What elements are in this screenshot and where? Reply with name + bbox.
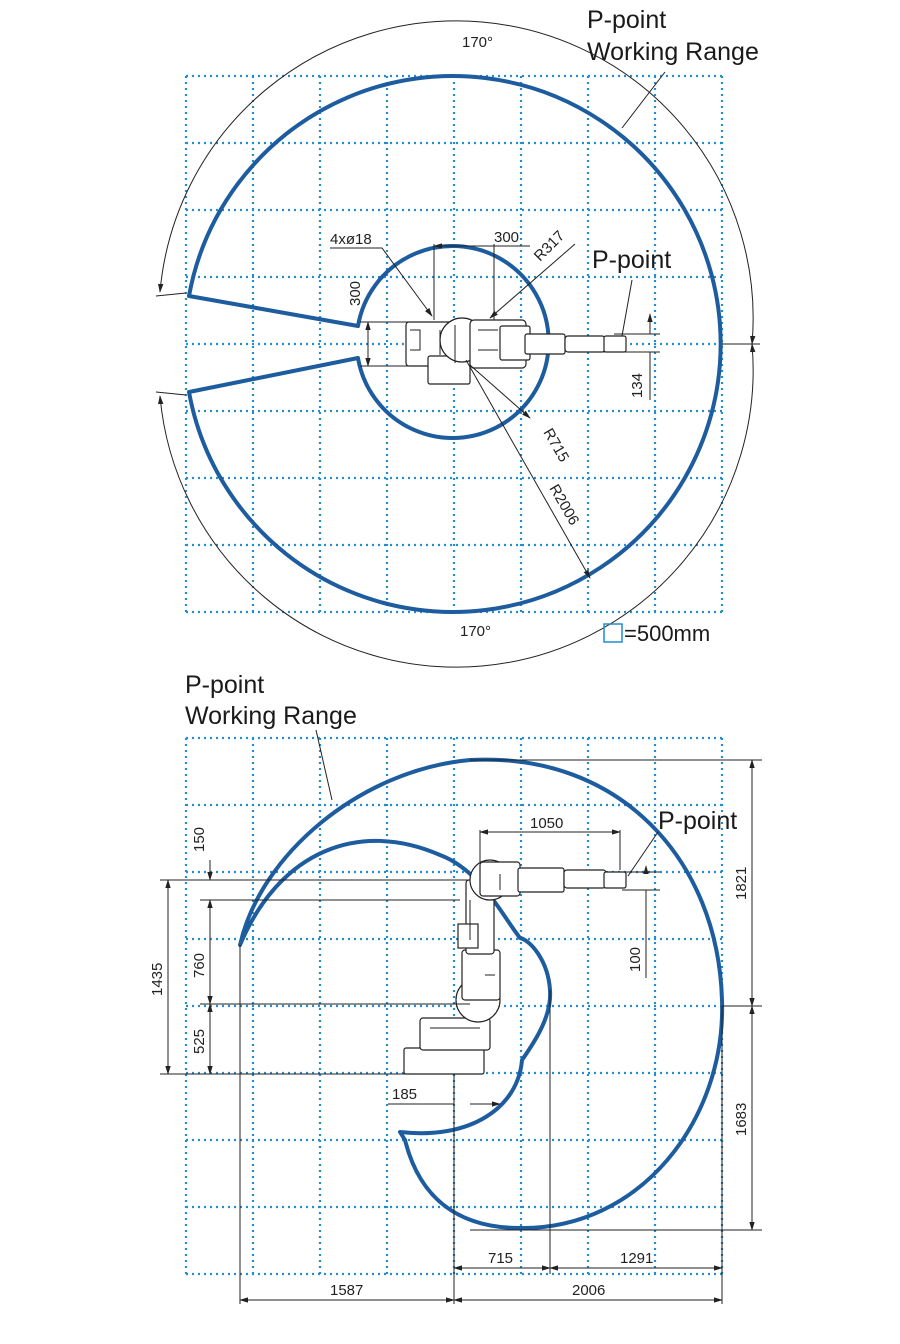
side-150-label: 150 [191,826,208,852]
side-1435-label: 1435 [149,962,166,996]
top-r715-label: R715 [539,425,573,466]
side-view [149,671,762,1304]
side-715-label: 715 [488,1250,514,1267]
side-title-line1: P-point [185,671,265,699]
side-1050-label: 1050 [530,815,564,832]
top-r2006-label: R2006 [545,481,583,529]
top-300h-label: 300 [494,229,520,246]
top-bolt-label: 4xø18 [330,231,372,248]
top-bolt-leader [330,248,432,316]
side-1587-label: 1587 [330,1282,364,1299]
side-title-line2: Working Range [185,702,357,730]
side-185-label: 185 [392,1086,418,1103]
top-angle-top-label: 170° [462,34,494,51]
side-100-ext [622,872,660,890]
side-100-label: 100 [627,946,644,972]
top-300v-label: 300 [347,280,364,306]
side-1291-label: 1291 [620,1250,654,1267]
legend-square-icon [604,624,622,642]
side-2006-label: 2006 [572,1282,606,1299]
top-300-ext [434,244,494,320]
side-range-leader [316,730,332,800]
side-robot [404,860,626,1074]
side-ppoint-leader [628,832,658,876]
top-view [156,6,760,667]
top-title-line2: Working Range [587,38,759,66]
top-robot [406,318,626,384]
side-760-label: 760 [191,952,208,978]
top-angle-bottom-label: 170° [460,623,492,640]
top-134-label: 134 [629,372,646,398]
top-r317-label: R317 [530,227,569,265]
top-ppoint-leader [622,280,632,336]
top-title-line1: P-point [587,6,667,34]
top-ppoint-label: P-point [592,246,672,274]
side-1821-label: 1821 [733,866,750,900]
side-1683-label: 1683 [733,1102,750,1136]
legend-label: =500mm [624,621,711,646]
side-ppoint-label: P-point [658,807,738,835]
side-525-label: 525 [191,1028,208,1054]
